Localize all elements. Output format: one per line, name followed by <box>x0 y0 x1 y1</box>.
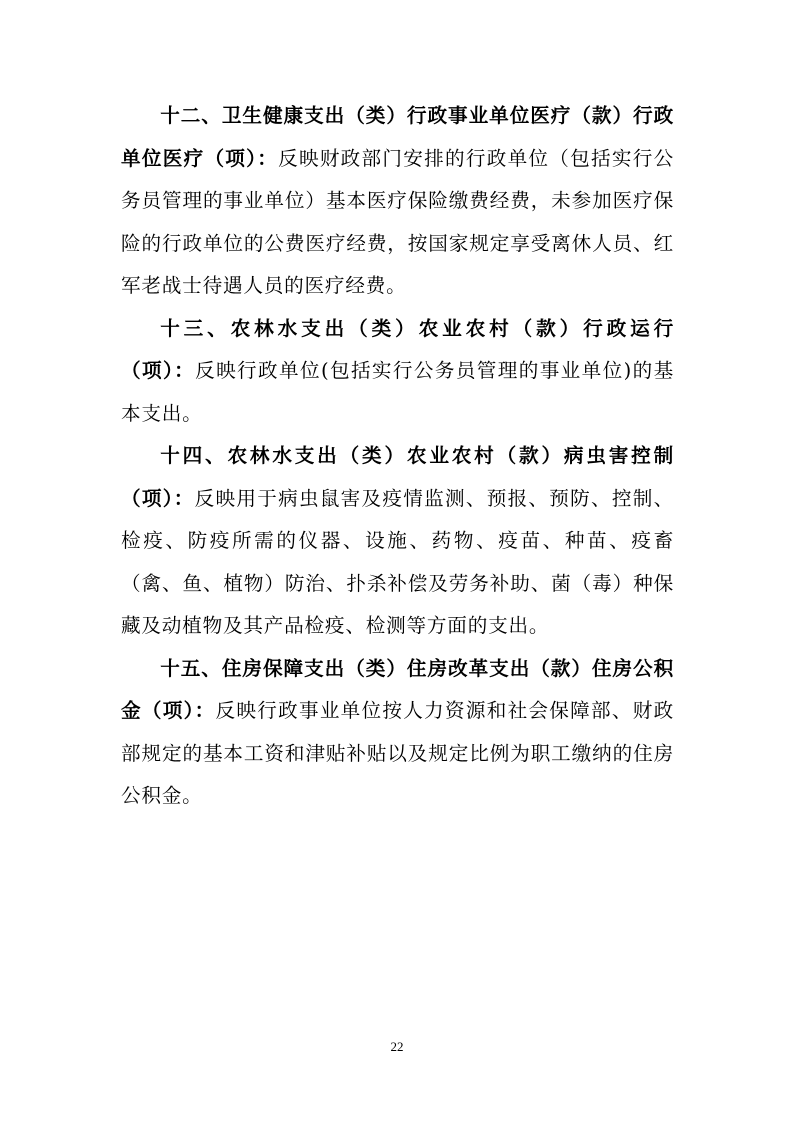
paragraph-text: 反映用于病虫鼠害及疫情监测、预报、预防、控制、检疫、防疫所需的仪器、设施、药物、疫苗、种苗、疫畜（禽、鱼、植物）防治、扑杀补偿及劳务补助、菌（毒）种保藏及动植物及其产品检疫、检测等方面的支出。 <box>121 486 674 637</box>
paragraph-text: 反映行政单位(包括实行公务员管理的事业单位)的基本支出。 <box>121 359 674 425</box>
paragraph-heading: 十三、农林水支出（类）农业农村（款）行政运行（项）： <box>121 316 674 382</box>
paragraph-text: 反映财政部门安排的行政单位（包括实行公务员管理的事业单位）基本医疗保险缴费经费，未参加医疗保险的行政单位的公费医疗经费，按国家规定享受离休人员、红军老战士待遇人员的医疗经费。 <box>121 146 674 297</box>
paragraph-heading: 十五、住房保障支出（类）住房改革支出（款）住房公积金（项）： <box>121 656 674 722</box>
paragraph-item-12 <box>121 95 674 308</box>
paragraph-text: 反映行政事业单位按人力资源和社会保障部、财政部规定的基本工资和津贴补贴以及规定比例为职工缴纳的住房公积金。 <box>121 699 674 807</box>
paragraph-item-13 <box>121 308 674 436</box>
paragraph-item-15 <box>121 648 674 818</box>
paragraph-item-14 <box>121 435 674 648</box>
paragraph-heading: 十二、卫生健康支出（类）行政事业单位医疗（款）行政单位医疗（项）： <box>121 104 674 170</box>
page-number: 22 <box>390 1039 404 1054</box>
document-body <box>121 95 674 818</box>
paragraph-heading: 十四、农林水支出（类）农业农村（款）病虫害控制（项）： <box>121 444 674 510</box>
